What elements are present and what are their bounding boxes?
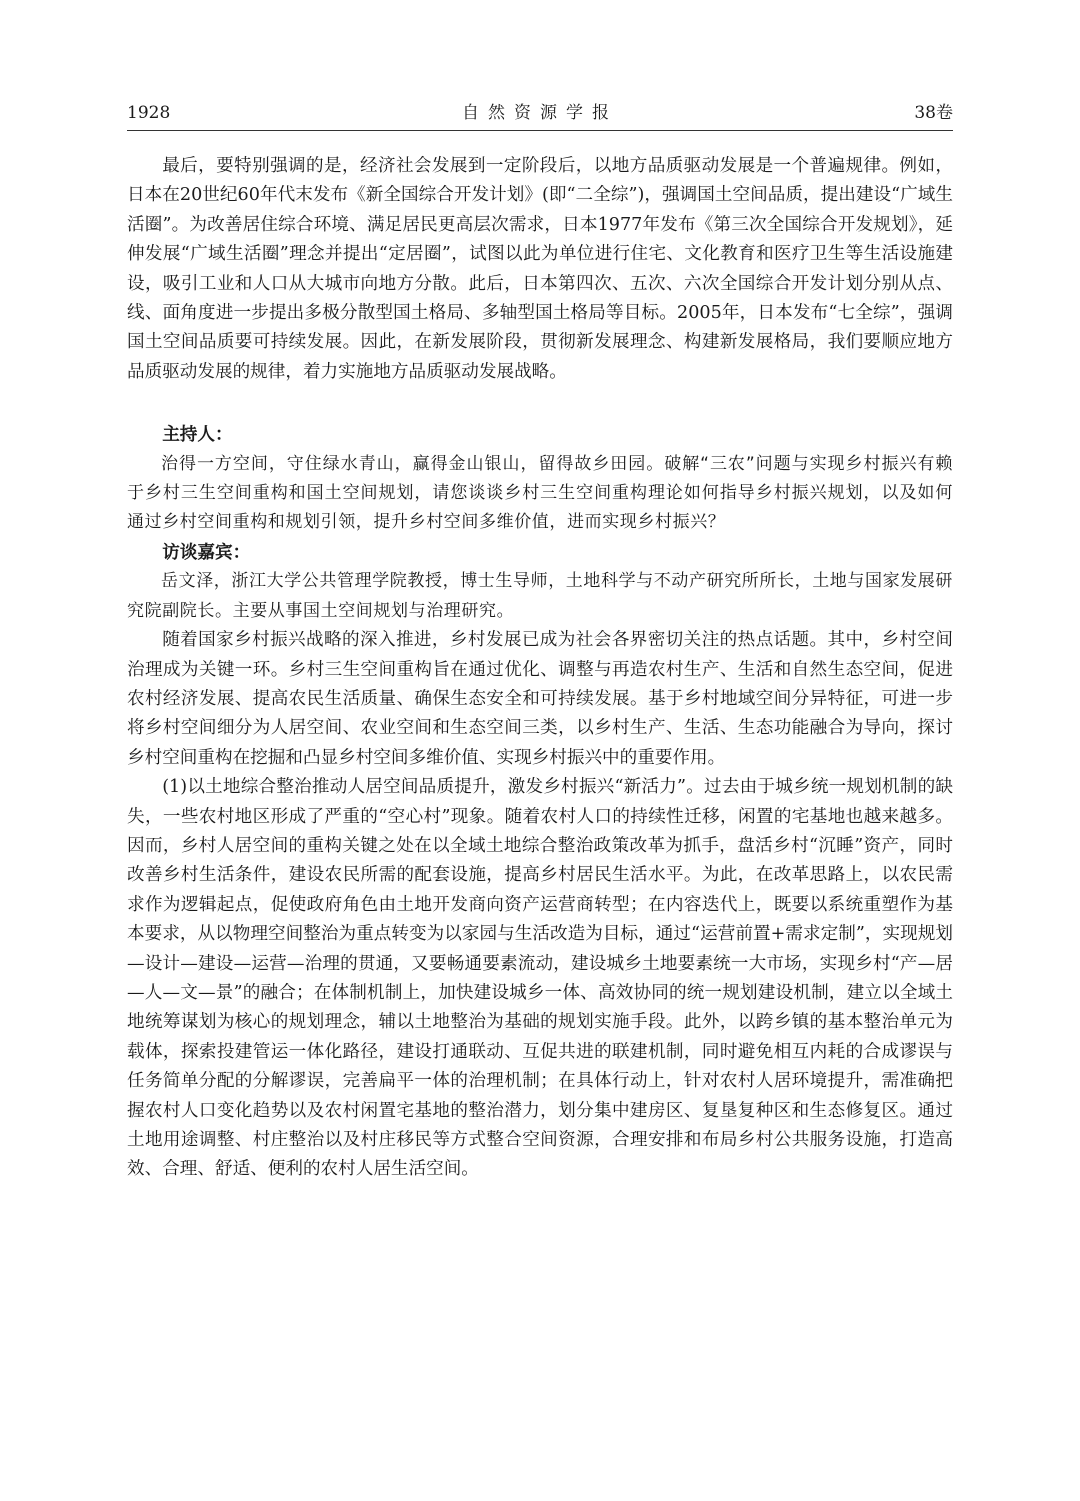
journal-title: 自然资源学报 <box>462 103 618 123</box>
page-number: 1928 <box>127 103 171 123</box>
volume-label: 38卷 <box>914 103 953 123</box>
host-question: 治得一方空间，守住绿水青山，赢得金山银山，留得故乡田园。破解“三农”问题与实现乡村振兴有赖于乡村三生空间重构和国土空间规划，请您谈谈乡村三生空间重构理论如何指导乡村振兴规划，以及如何通过乡村空间重构和规划引领，提升乡村空间多维价值，进而实现乡村振兴？ <box>127 453 953 533</box>
guest-label: 访谈嘉宾： <box>162 541 251 563</box>
host-label: 主持人： <box>162 424 233 446</box>
paragraph-rural-governance: 随着国家乡村振兴战略的深入推进，乡村发展已成为社会各界密切关注的热点话题。其中，乡村空间治理成为关键一环。乡村三生空间重构旨在通过优化、调整与再造农村生产、生活和自然生态空间，促进农村经济发展、提高农民生活质量、确保生态安全和可持续发展。基于乡村地域空间分异特征，可进一步将乡村空间细分为人居空间、农业空间和生态空间三类，以乡村生产、生活、生态功能融合为导向，探讨乡村空间重构在挖掘和凸显乡村空间多维价值、实现乡村振兴中的重要作用。 <box>127 630 953 768</box>
article-body <box>127 152 953 1185</box>
paragraph-land-consolidation: (1)以土地综合整治推动人居空间品质提升，激发乡村振兴“新活力”。过去由于城乡统一规划机制的缺失，一些农村地区形成了严重的“空心村”现象。随着农村人口的持续性迁移，闲置的宅基地也越来越多。因而，乡村人居空间的重构关键之处在以全域土地综合整治政策改革为抓手，盘活乡村“沉睡”资产，同时改善乡村生活条件，建设农民所需的配套设施，提高乡村居民生活水平。为此，在改革思路上，以农民需求作为逻辑起点，促使政府角色由土地开发商向资产运营商转型；在内容迭代上，既要以系统重塑作为基本要求，从以物理空间整治为重点转变为以家园与生活改造为目标，通过“运营前置+需求定制”，实现规划—设计—建设—运营—治理的贯通，又要畅通要素流动，建设城乡土地要素统一大市场，实现乡村“产—居—人—文—景”的融合；在体制机制上，加快建设城乡一体、高效协同的统一规划建设机制，建立以全域土地统筹谋划为核心的规划理念，辅以土地整治为基础的规划实施手段。此外，以跨乡镇的基本整治单元为载体，探索投建管运一体化路径，建设打通联动、互促共进的联建机制，同时避免相互内耗的合成谬误与任务简单分配的分解谬误，完善扁平一体的治理机制；在具体行动上，针对农村人居环境提升，需准确把握农村人口变化趋势以及农村闲置宅基地的整治潜力，划分集中建房区、复垦复种区和生态修复区。通过土地用途调整、村庄整治以及村庄移民等方式整合空间资源，合理安排和布局乡村公共服务设施，打造高效、合理、舒适、便利的农村人居生活空间。 <box>127 777 953 1180</box>
running-header <box>127 100 953 131</box>
guest-intro: 岳文泽，浙江大学公共管理学院教授，博士生导师，土地科学与不动产研究所所长，土地与国家发展研究院副院长。主要从事国土空间规划与治理研究。 <box>127 571 953 621</box>
paragraph-closing-remarks: 最后，要特别强调的是，经济社会发展到一定阶段后，以地方品质驱动发展是一个普遍规律。例如，日本在20世纪60年代末发布《新全国综合开发计划》(即“二全综”)，强调国土空间品质，提出建设“广域生活圈”。为改善居住综合环境、满足居民更高层次需求，日本1977年发布《第三次全国综合开发规划》，延伸发展“广域生活圈”理念并提出“定居圈”，试图以此为单位进行住宅、文化教育和医疗卫生等生活设施建设，吸引工业和人口从大城市向地方分散。此后，日本第四次、五次、六次全国综合开发计划分别从点、线、面角度进一步提出多极分散型国土格局、多轴型国土格局等目标。2005年，日本发布“七全综”，强调国土空间品质要可持续发展。因此，在新发展阶段，贯彻新发展理念、构建新发展格局，我们要顺应地方品质驱动发展的规律，着力实施地方品质驱动发展战略。 <box>127 156 953 382</box>
